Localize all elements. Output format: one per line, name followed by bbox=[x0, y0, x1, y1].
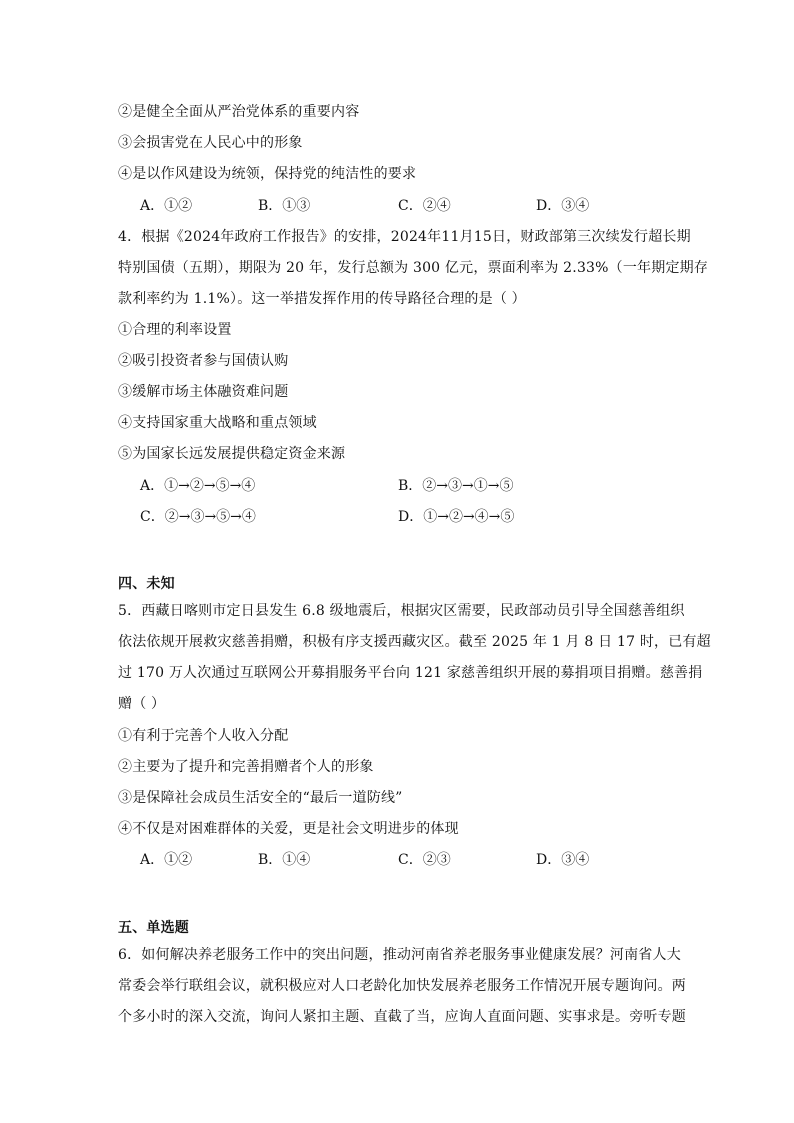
q3-option-c: C．②④ bbox=[398, 198, 451, 214]
q3-option-a: A．①② bbox=[140, 198, 193, 214]
q3-statement-2: ②是健全全面从严治党体系的重要内容 bbox=[118, 104, 360, 120]
q5-statement-2: ②主要为了提升和完善捐赠者个人的形象 bbox=[118, 759, 374, 775]
q6-stem-line-2: 常委会举行联组会议，就积极应对人口老龄化加快发展养老服务工作情况开展专题询问。两 bbox=[118, 978, 686, 994]
q3-option-b: B．①③ bbox=[258, 198, 311, 214]
q4-statement-3: ③缓解市场主体融资难问题 bbox=[118, 384, 289, 400]
q4-option-c: C．②→③→⑤→④ bbox=[140, 509, 256, 525]
q5-option-b: B．①④ bbox=[258, 852, 311, 868]
q4-statement-4: ④支持国家重大战略和重点领域 bbox=[118, 415, 317, 431]
q3-statement-4: ④是以作风建设为统领，保持党的纯洁性的要求 bbox=[118, 166, 417, 182]
q5-statement-1: ①有利于完善个人收入分配 bbox=[118, 728, 289, 744]
q4-stem-line-3: 款利率约为 1.1%）。这一举措发挥作用的传导路径合理的是（ ） bbox=[118, 291, 526, 307]
q5-statement-4: ④不仅是对困难群体的关爱，更是社会文明进步的体现 bbox=[118, 821, 459, 837]
q4-option-a: A．①→②→⑤→④ bbox=[140, 478, 256, 494]
section-5-title: 五、单选题 bbox=[118, 920, 189, 936]
q4-option-d: D．①→②→④→⑤ bbox=[398, 509, 515, 525]
q3-option-d: D．③④ bbox=[536, 198, 590, 214]
q4-statement-2: ②吸引投资者参与国债认购 bbox=[118, 353, 289, 369]
q5-stem-line-2: 依法依规开展救灾慈善捐赠，积极有序支援西藏灾区。截至 2025 年 1 月 8 日 17 时，已有超 bbox=[118, 634, 711, 650]
q6-stem-line-3: 个多小时的深入交流，询问人紧扣主题、直截了当，应询人直面问题、实事求是。旁听专题 bbox=[118, 1009, 686, 1025]
q4-statement-5: ⑤为国家长远发展提供稳定资金来源 bbox=[118, 446, 346, 462]
q4-stem-line-1: 4．根据《2024年政府工作报告》的安排，2024年11月15日，财政部第三次续发行超长期 bbox=[118, 229, 691, 245]
q4-option-b: B．②→③→①→⑤ bbox=[398, 478, 514, 494]
q5-option-a: A．①② bbox=[140, 852, 193, 868]
q5-stem-line-4: 赠（ ） bbox=[118, 696, 166, 712]
q5-stem-line-3: 过 170 万人次通过互联网公开募捐服务平台向 121 家慈善组织开展的募捐项目捐赠。慈善捐 bbox=[118, 665, 703, 681]
q5-option-c: C．②③ bbox=[398, 852, 451, 868]
q5-option-d: D．③④ bbox=[536, 852, 590, 868]
q5-stem-line-1: 5．西藏日喀则市定日县发生 6.8 级地震后，根据灾区需要，民政部动员引导全国慈善组织 bbox=[118, 603, 685, 619]
q6-stem-line-1: 6．如何解决养老服务工作中的突出问题，推动河南省养老服务事业健康发展？河南省人大 bbox=[118, 947, 681, 963]
q4-statement-1: ①合理的利率设置 bbox=[118, 322, 232, 338]
q5-statement-3: ③是保障社会成员生活安全的“最后一道防线” bbox=[118, 790, 403, 806]
q3-statement-3: ③会损害党在人民心中的形象 bbox=[118, 135, 303, 151]
q4-stem-line-2: 特别国债（五期），期限为 20 年，发行总额为 300 亿元，票面利率为 2.33%（一年期定期存 bbox=[118, 260, 709, 276]
section-4-title: 四、未知 bbox=[118, 576, 175, 592]
